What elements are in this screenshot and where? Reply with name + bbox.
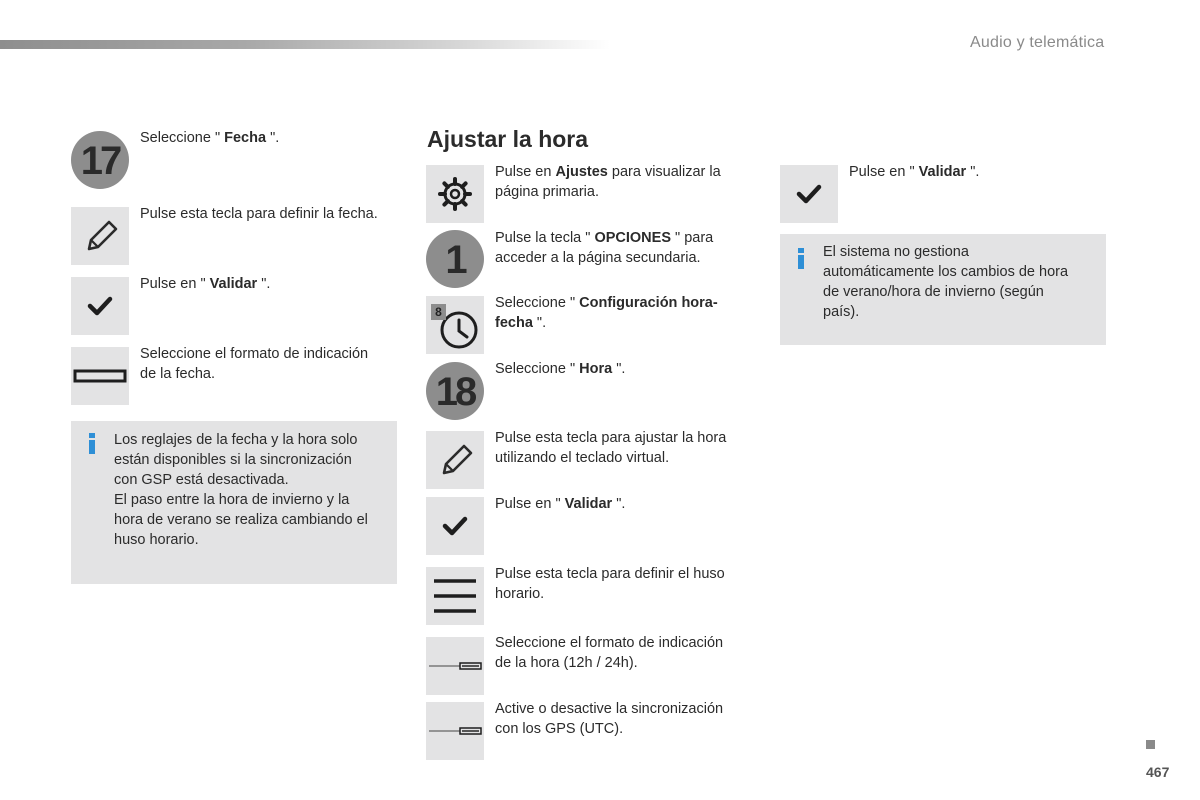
check-icon <box>796 183 822 205</box>
gps-sync-toggle[interactable] <box>426 702 484 760</box>
time-format-toggle[interactable] <box>426 637 484 695</box>
step-text-time-format: Seleccione el formato de indicación de la hora (12h / 24h). <box>495 635 724 671</box>
check-icon <box>442 515 468 537</box>
clock-badge: 8 <box>431 304 446 320</box>
step-text-adjust-time: Pulse esta tecla para ajustar la hora utilizando el teclado virtual. <box>495 430 727 466</box>
validate-button-time[interactable] <box>426 497 484 555</box>
step-text-select-date: Seleccione " Fecha ". <box>140 130 280 146</box>
step-text-validate-final: Pulse en " Validar ". <box>849 164 980 180</box>
page-number: 467 <box>1146 764 1170 780</box>
date-format-button[interactable] <box>71 347 129 405</box>
section-title: Audio y telemática <box>970 34 1105 51</box>
step-number-17: 17 <box>71 131 129 189</box>
header-bar <box>0 40 610 49</box>
pencil-icon <box>80 216 120 256</box>
step-text-options: Pulse la tecla " OPCIONES " para acceder a la página secundaria. <box>495 230 714 266</box>
gear-icon <box>437 176 473 212</box>
pencil-button-time[interactable] <box>426 431 484 489</box>
info-text: Los reglajes de la fecha y la hora solo están disponibles si la sincronización con GSP está desactivada. El paso entre la hora de invierno y la hora de verano se realiza cambiando el huso horario. <box>114 432 368 548</box>
section-heading: Ajustar la hora <box>427 126 589 152</box>
step-number-1: 1 <box>426 230 484 288</box>
step-text-validate: Pulse en " Validar ". <box>140 276 271 292</box>
date-format-bar-icon <box>73 369 127 383</box>
step-text-gps-sync: Active o desactive la sincronización con los GPS (UTC). <box>495 701 724 737</box>
pencil-icon <box>435 440 475 480</box>
menu-icon <box>432 575 478 617</box>
pencil-button[interactable] <box>71 207 129 265</box>
step-number-18: 18 <box>426 362 484 420</box>
validate-button-final[interactable] <box>780 165 838 223</box>
step-text-time-date-config: Seleccione " Configuración hora- fecha ". <box>495 295 718 331</box>
step-text-date-format: Seleccione el formato de indicación de la fecha. <box>140 346 369 382</box>
info-box-dst <box>780 234 1106 345</box>
time-date-config-button[interactable] <box>426 296 484 354</box>
info-icon <box>89 433 95 453</box>
info-box-date-time <box>71 421 397 584</box>
step-text-define-date: Pulse esta tecla para definir la fecha. <box>140 206 378 222</box>
step-text-timezone: Pulse esta tecla para definir el huso horario. <box>495 566 725 602</box>
step-text-validate-time: Pulse en " Validar ". <box>495 496 626 512</box>
page-marker <box>1146 740 1155 749</box>
check-icon <box>87 295 113 317</box>
step-text-select-time: Seleccione " Hora ". <box>495 361 626 377</box>
validate-button[interactable] <box>71 277 129 335</box>
timezone-button[interactable] <box>426 567 484 625</box>
step-text-settings: Pulse en Ajustes para visualizar la página primaria. <box>495 164 721 200</box>
info-icon <box>798 248 804 268</box>
toggle-slider-icon <box>428 726 482 736</box>
settings-button[interactable] <box>426 165 484 223</box>
toggle-slider-icon <box>428 661 482 671</box>
info-text: El sistema no gestiona automáticamente los cambios de hora de verano/hora de invierno (según país). <box>823 244 1069 320</box>
